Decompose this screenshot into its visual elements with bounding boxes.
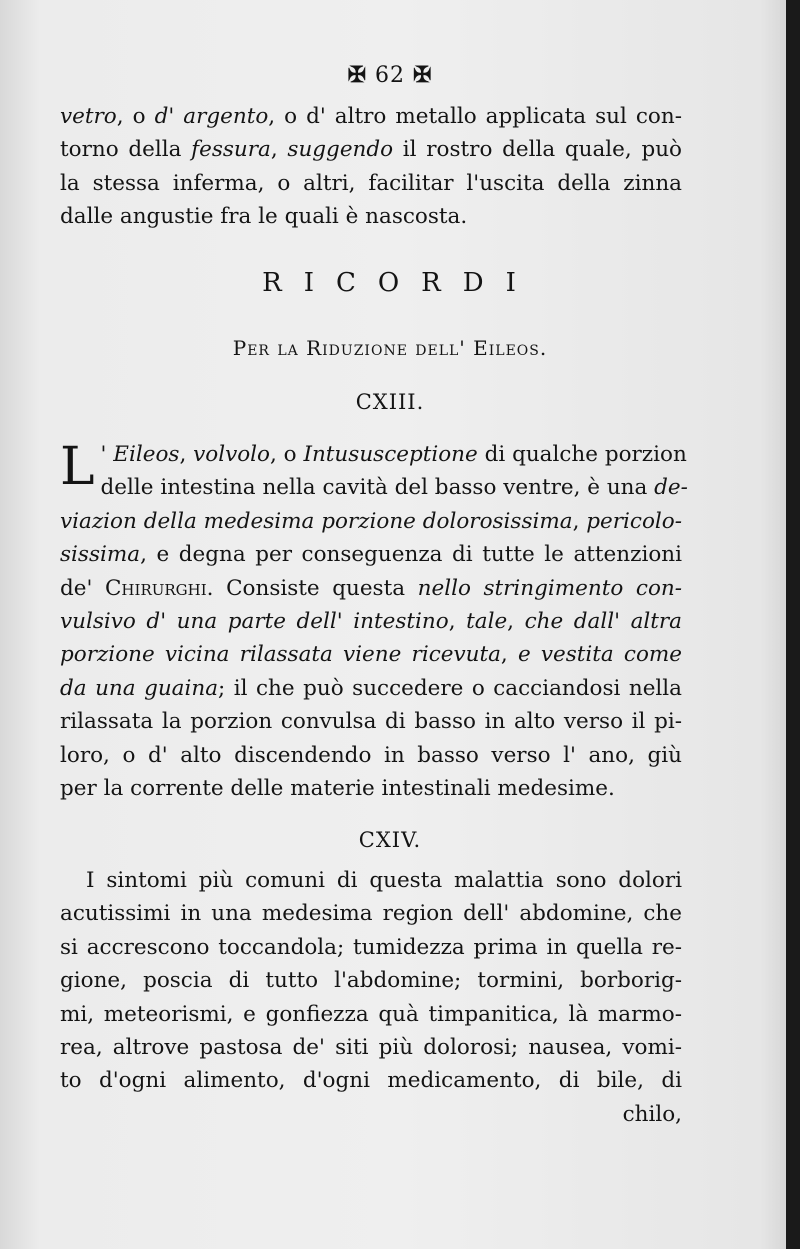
text-line: delle intestina nella cavità del basso ventre, è una de- [100, 475, 688, 501]
text-line: dalle angustie fra le quali è nascosta. [60, 204, 468, 230]
section-number: CXIII. [355, 390, 425, 414]
text-line: porzione vicina rilassata viene ricevuta, e vestita come [60, 642, 682, 668]
text-line: per la corrente delle materie intestinali medesime. [60, 775, 615, 801]
page-number: 62 [375, 63, 405, 88]
text-line: gione, poscia di tutto l'abdomine; tormini, borborig- [60, 968, 682, 994]
section-paragraph [60, 864, 682, 1131]
text-line: sissima, e degna per conseguenza di tutte le attenzioni [60, 542, 682, 568]
text-line: mi, meteorismi, e gonfiezza quà timpanitica, là marmo- [60, 1001, 682, 1027]
chapter-subtitle: Per la Riduzione dell' Eileos. [232, 336, 548, 360]
text-line: de' Chirurghi. Consiste questa nello stringimento con- [60, 575, 683, 601]
text-line: vulsivo d' una parte dell' intestino, tale, che dall' altra [60, 608, 682, 634]
text-line: loro, o d' alto discendendo in basso verso l' ano, giù [60, 742, 682, 768]
header-ornament-left-icon: ✠ [347, 62, 367, 88]
text-line: rilassata la porzion convulsa di basso in alto verso il pi- [60, 709, 682, 735]
section-paragraph [60, 437, 688, 805]
text-line: rea, altrove pastosa de' siti più dolorosi; nausea, vomi- [60, 1034, 682, 1060]
text-line: viazion della medesima porzione dolorosissima, pericolo- [60, 508, 682, 534]
text-line: acutissimi in una medesima region dell' abdomine, che [60, 901, 682, 927]
page-header [0, 62, 780, 88]
catchword: chilo, [622, 1101, 682, 1127]
header-ornament-right-icon: ✠ [413, 62, 433, 88]
text-line: da una guaina; il che può succedere o cacciandosi nella [60, 675, 682, 701]
page-edge-shadow [786, 0, 800, 1249]
text-line: si accrescono toccandola; tumidezza prima in quella re- [60, 934, 682, 960]
text-line: to d'ogni alimento, d'ogni medicamento, di bile, di [60, 1068, 682, 1094]
text-line: ' Eileos, volvolo, o Intususceptione di qualche porzion [100, 442, 687, 467]
section-number: CXIV. [358, 828, 422, 852]
drop-capital: L [60, 437, 95, 497]
intro-paragraph [60, 100, 682, 234]
text-line: la stessa inferma, o altri, facilitar l'uscita della zinna [60, 170, 682, 196]
text-line: I sintomi più comuni di questa malattia sono dolori [86, 868, 682, 893]
text-line: vetro, o d' argento, o d' altro metallo applicata sul con- [60, 104, 682, 129]
chapter-title: RICORDI [262, 268, 538, 298]
text-line: torno della fessura, suggendo il rostro della quale, può [60, 137, 683, 163]
